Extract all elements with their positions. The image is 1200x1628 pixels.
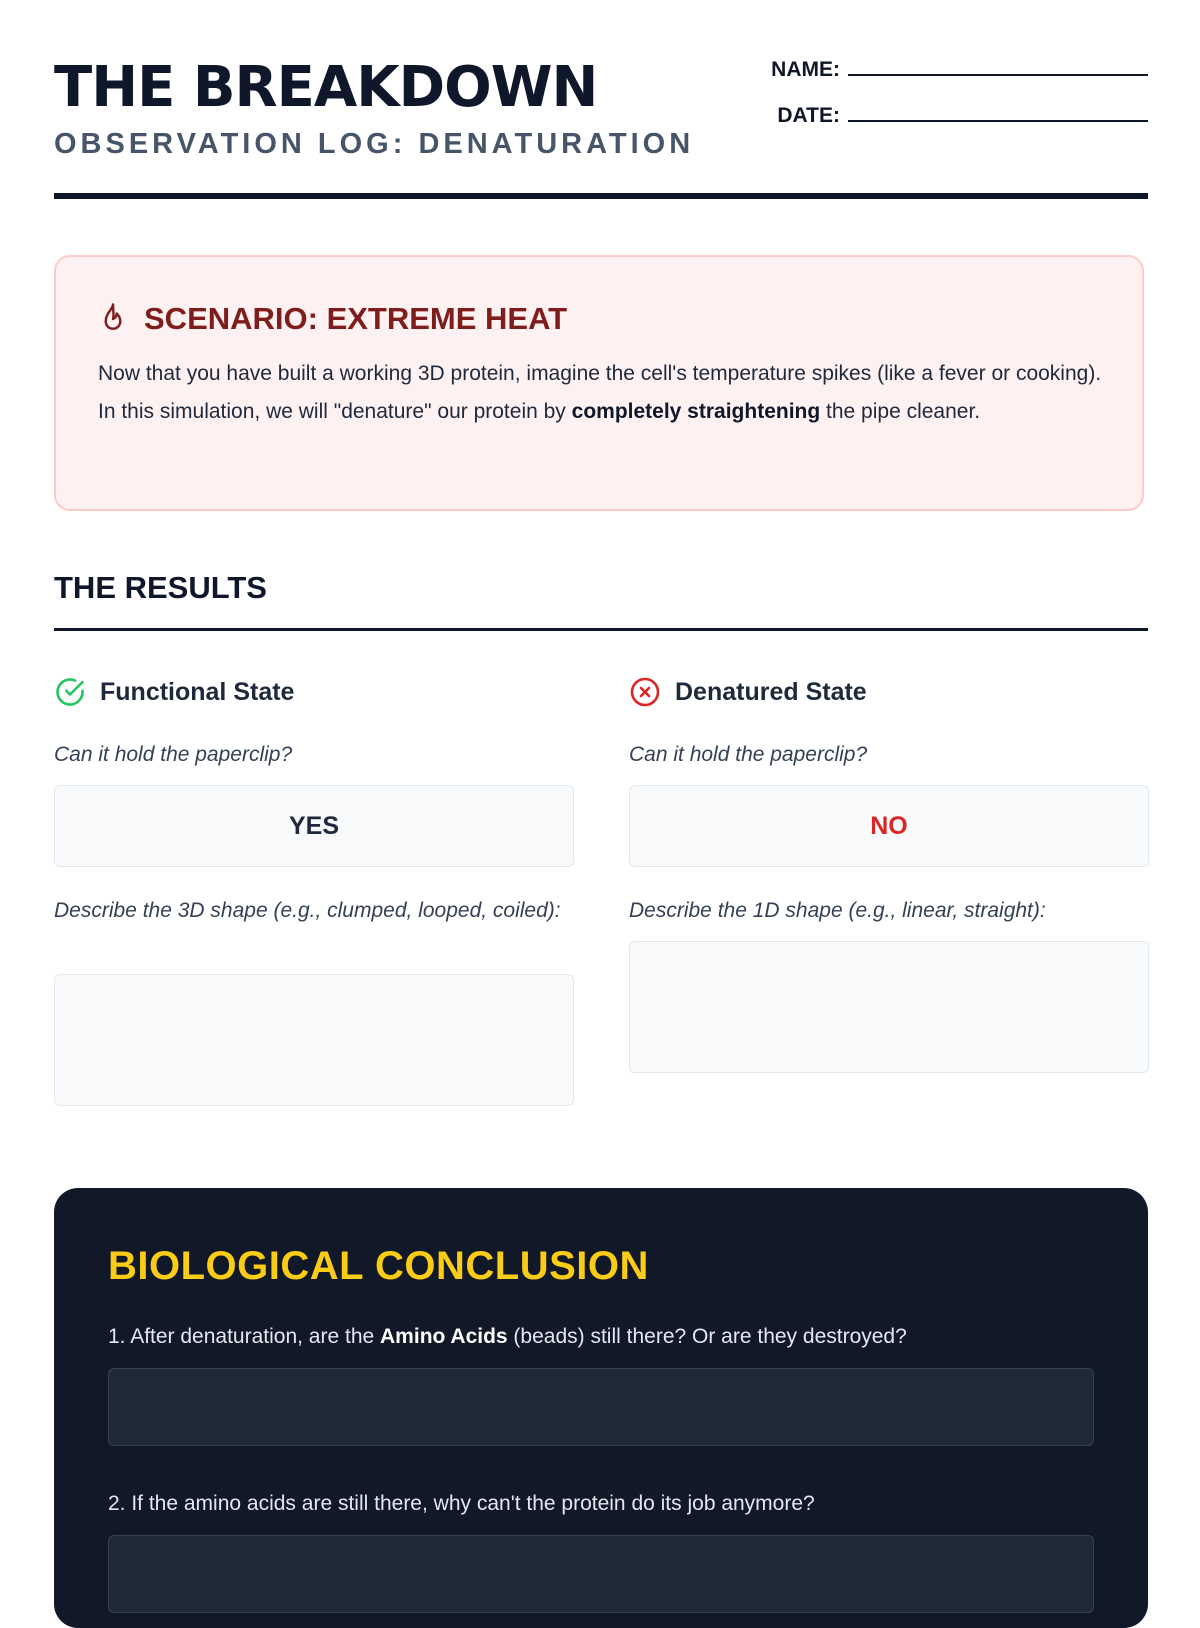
functional-state-column [54,672,574,922]
denatured-state-title: Denatured State [675,677,867,706]
scenario-header [98,301,567,337]
name-label: NAME: [771,58,840,81]
conclusion-question-1 [108,1322,907,1352]
flame-icon [98,302,128,336]
date-label: DATE: [777,104,840,127]
denatured-state-header [629,672,1149,712]
page-subtitle: OBSERVATION LOG: DENATURATION [54,128,695,160]
date-row [728,102,1148,148]
denatured-describe-box[interactable] [629,941,1149,1073]
denatured-state-column [629,672,1149,922]
functional-state-title: Functional State [100,677,295,706]
scenario-text-emphasis: completely straightening [571,400,821,423]
conclusion-card [54,1188,1148,1628]
scenario-card [54,255,1144,511]
header-divider [54,193,1148,199]
student-info [728,56,1148,148]
question-1-emphasis: Amino Acids [380,1325,508,1348]
conclusion-question-2: 2. If the amino acids are still there, why can't the protein do its job anymore? [108,1492,815,1515]
check-circle-icon [54,676,86,708]
denatured-describe-prompt: Describe the 1D shape (e.g., linear, straight): [629,899,1046,922]
x-circle-icon [629,676,661,708]
question-1-end: (beads) still there? Or are they destroyed? [507,1325,907,1348]
functional-describe-box[interactable] [54,974,574,1106]
scenario-title: SCENARIO: EXTREME HEAT [144,301,568,336]
conclusion-title: BIOLOGICAL CONCLUSION [108,1244,649,1288]
scenario-text [98,355,1108,431]
functional-question: Can it hold the paperclip? [54,743,293,766]
conclusion-answer-box-1[interactable] [108,1368,1094,1446]
question-1-start: 1. After denaturation, are the [108,1325,381,1348]
scenario-text-end: the pipe cleaner. [820,400,981,423]
page-title: THE BREAKDOWN [54,55,598,120]
scenario-text-start: Now that you have built a working 3D protein, imagine the cell's temperature spikes (like a fever or cooking). In this simulation, we will "denature" our protein by [98,362,1102,423]
name-field[interactable] [848,56,1148,76]
functional-answer-box[interactable]: YES [54,785,574,867]
functional-describe-prompt: Describe the 3D shape (e.g., clumped, looped, coiled): [54,899,561,922]
name-row [728,56,1148,102]
denatured-question: Can it hold the paperclip? [629,743,868,766]
denatured-answer-box[interactable]: NO [629,785,1149,867]
date-field[interactable] [848,102,1148,122]
results-heading: THE RESULTS [54,570,267,605]
worksheet-header [54,56,1148,166]
functional-state-header [54,672,574,712]
results-divider [54,628,1148,631]
conclusion-answer-box-2[interactable] [108,1535,1094,1613]
